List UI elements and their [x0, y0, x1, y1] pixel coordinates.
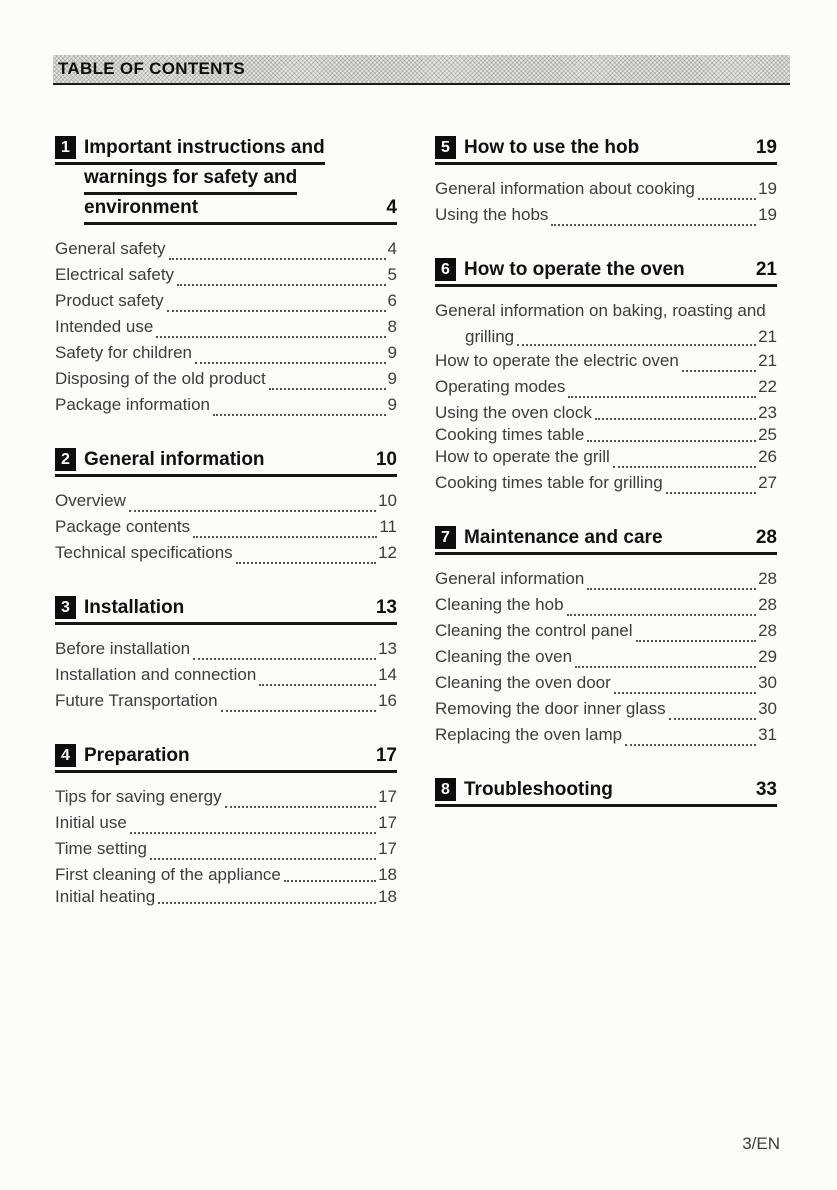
toc-entry: [55, 395, 397, 421]
toc-entry-label: grilling: [465, 327, 515, 346]
toc-entry: [435, 673, 777, 699]
dot-leader: [177, 284, 385, 286]
toc-entry-page: 4: [387, 239, 397, 258]
toc-entry: [435, 595, 777, 621]
toc-entry-wrapped-line-2: [435, 327, 777, 351]
section-1-entries: [55, 239, 397, 421]
toc-entry-label: Product safety: [55, 291, 164, 310]
toc-entry-page: 19: [758, 179, 777, 198]
toc-entry-page: 28: [758, 569, 777, 588]
section-7-heading: [435, 526, 777, 555]
toc-entry-label: Using the hobs: [435, 205, 549, 224]
section-5-entries: [435, 179, 777, 231]
toc-entry-page: 22: [758, 377, 777, 396]
dot-leader: [167, 310, 386, 312]
toc-entry: [435, 425, 777, 447]
section-1-heading: [55, 136, 397, 225]
section-page-number: 10: [375, 449, 397, 470]
toc-entry-page: 18: [378, 887, 397, 906]
section-number-badge: 1: [55, 136, 76, 159]
toc-entry-page: 10: [378, 491, 397, 510]
toc-entry-page: 21: [758, 327, 777, 346]
dot-leader: [150, 858, 376, 860]
dot-leader: [195, 362, 386, 364]
toc-entry-page: 6: [387, 291, 397, 310]
dot-leader: [666, 492, 756, 494]
section-number-badge: 2: [55, 448, 76, 471]
toc-entry: [435, 179, 777, 205]
dot-leader: [568, 396, 756, 398]
dot-leader: [193, 658, 376, 660]
toc-entry-page: 29: [758, 647, 777, 666]
dot-leader: [225, 806, 376, 808]
toc-entry-label: How to operate the grill: [435, 447, 610, 466]
section-title: How to use the hob: [464, 137, 640, 158]
section-page-number: 21: [755, 259, 777, 280]
section-number-badge: 6: [435, 258, 456, 281]
section-title: Preparation: [84, 745, 190, 766]
section-page-number: 4: [386, 197, 397, 218]
toc-entry-page: 11: [379, 517, 397, 536]
section-3-heading: [55, 596, 397, 625]
dot-leader: [158, 902, 376, 904]
toc-section-5: [435, 136, 777, 231]
section-page-number: 13: [375, 597, 397, 618]
toc-entry-label: Tips for saving energy: [55, 787, 222, 806]
toc-entry-page: 19: [758, 205, 777, 224]
toc-entry-page: 13: [378, 639, 397, 658]
section-title: Troubleshooting: [464, 779, 613, 800]
toc-entry: [435, 699, 777, 725]
toc-entry: [55, 491, 397, 517]
toc-entry: [55, 543, 397, 569]
toc-entry-label: Cleaning the control panel: [435, 621, 633, 640]
dot-leader: [213, 414, 386, 416]
toc-entry-label: General information about cooking: [435, 179, 695, 198]
dot-leader: [130, 832, 376, 834]
toc-entry-label: Cooking times table for grilling: [435, 473, 663, 492]
toc-section-3: [55, 596, 397, 717]
page-title: TABLE OF CONTENTS: [58, 59, 246, 78]
toc-section-2: [55, 448, 397, 569]
dot-leader: [284, 880, 376, 882]
toc-section-8: [435, 778, 777, 807]
toc-entry: [435, 377, 777, 403]
toc-entry-page: 21: [758, 351, 777, 370]
toc-entry-page: 8: [387, 317, 397, 336]
dot-leader: [517, 344, 756, 346]
section-page-number: 17: [375, 745, 397, 766]
toc-entry: [435, 205, 777, 231]
toc-entry-label: Cleaning the oven: [435, 647, 573, 666]
dot-leader: [669, 718, 757, 720]
toc-entry-label: Before installation: [55, 639, 191, 658]
toc-entry-wrapped-line-1: [435, 301, 777, 327]
toc-entry-label: Intended use: [55, 317, 154, 336]
dot-leader: [129, 510, 376, 512]
toc-section-6: [435, 258, 777, 499]
section-4-heading: [55, 744, 397, 773]
toc-entry-page: 27: [758, 473, 777, 492]
toc-entry-label: Using the oven clock: [435, 403, 592, 422]
section-3-entries: [55, 639, 397, 717]
section-title: Installation: [84, 597, 185, 618]
dot-leader: [625, 744, 756, 746]
dot-leader: [156, 336, 385, 338]
toc-entry-page: 9: [387, 369, 397, 388]
toc-entry-page: 17: [378, 839, 397, 858]
toc-entry: [435, 569, 777, 595]
toc-entry-label: Cleaning the hob: [435, 595, 564, 614]
toc-entry: [55, 369, 397, 395]
toc-entry-label: Package contents: [55, 517, 191, 536]
toc-entry: [435, 473, 777, 499]
toc-entry-label: Electrical safety: [55, 265, 175, 284]
dot-leader: [682, 370, 756, 372]
toc-entry-label: Overview: [55, 491, 126, 510]
toc-entry: [435, 403, 777, 425]
section-2-heading: [55, 448, 397, 477]
section-title: warnings for safety and: [84, 167, 298, 188]
toc-entry: [55, 691, 397, 717]
toc-entry-label: Future Transportation: [55, 691, 218, 710]
toc-entry: [435, 351, 777, 377]
dot-leader: [259, 684, 376, 686]
toc-entry-page: 5: [387, 265, 397, 284]
toc-entry-label: Cleaning the oven door: [435, 673, 611, 692]
dot-leader: [193, 536, 377, 538]
toc-entry-page: 12: [378, 543, 397, 562]
page-footer-label: 3/EN: [742, 1134, 780, 1153]
toc-entry-label: First cleaning of the appliance: [55, 865, 281, 884]
toc-entry: [435, 725, 777, 751]
section-title: Maintenance and care: [464, 527, 663, 548]
section-page-number: 33: [755, 779, 777, 800]
toc-entry: [55, 343, 397, 369]
toc-entry: [55, 887, 397, 909]
dot-leader: [614, 692, 756, 694]
section-number-badge: 8: [435, 778, 456, 801]
toc-entry-label: Package information: [55, 395, 210, 414]
toc-entry: [55, 865, 397, 887]
toc-entry-page: 9: [387, 395, 397, 414]
toc-entry: [55, 291, 397, 317]
toc-entry-label: General information on baking, roasting and: [435, 301, 766, 320]
toc-entry-label: Replacing the oven lamp: [435, 725, 623, 744]
section-2-entries: [55, 491, 397, 569]
toc-entry-page: 16: [378, 691, 397, 710]
toc-entry-label: General safety: [55, 239, 166, 258]
dot-leader: [551, 224, 756, 226]
toc-entry: [55, 813, 397, 839]
dot-leader: [236, 562, 376, 564]
section-8-heading: [435, 778, 777, 807]
dot-leader: [575, 666, 756, 668]
toc-entry-page: 30: [758, 699, 777, 718]
section-title: General information: [84, 449, 265, 470]
toc-entry-label: How to operate the electric oven: [435, 351, 679, 370]
toc-entry-label: General information: [435, 569, 585, 588]
toc-entry-label: Initial heating: [55, 887, 156, 906]
toc-entry-page: 17: [378, 813, 397, 832]
toc-entry-page: 26: [758, 447, 777, 466]
section-number-badge: 4: [55, 744, 76, 767]
section-number-badge: 7: [435, 526, 456, 549]
toc-entry-page: 25: [758, 425, 777, 444]
dot-leader: [221, 710, 377, 712]
toc-entry-label: Operating modes: [435, 377, 566, 396]
toc-section-4: [55, 744, 397, 909]
dot-leader: [613, 466, 756, 468]
section-1-heading-line-2: [84, 166, 297, 195]
section-page-number: 28: [755, 527, 777, 548]
dot-leader: [587, 588, 756, 590]
toc-entry: [55, 787, 397, 813]
toc-entry-page: 30: [758, 673, 777, 692]
toc-entry: [55, 265, 397, 291]
page-header-bar: [53, 55, 790, 85]
section-page-number: 19: [755, 137, 777, 158]
section-6-entries: [435, 301, 777, 499]
section-1-heading-line-3: [84, 196, 397, 225]
toc-entry-label: Cooking times table: [435, 425, 585, 444]
section-1-heading-line-1: [55, 136, 325, 165]
section-5-heading: [435, 136, 777, 165]
toc-entry: [55, 665, 397, 691]
toc-entry-page: 23: [758, 403, 777, 422]
section-4-entries: [55, 787, 397, 909]
toc-right-column: [435, 136, 777, 909]
toc-entry: [55, 839, 397, 865]
toc-entry: [55, 517, 397, 543]
toc-entry-label: Disposing of the old product: [55, 369, 266, 388]
toc-entry-label: Safety for children: [55, 343, 193, 362]
toc-entry-label: Removing the door inner glass: [435, 699, 666, 718]
toc-section-7: [435, 526, 777, 751]
section-number-badge: 3: [55, 596, 76, 619]
toc-entry-label: Technical specifications: [55, 543, 233, 562]
section-title: environment: [84, 197, 199, 218]
toc-entry-page: 18: [378, 865, 397, 884]
toc-entry: [55, 639, 397, 665]
dot-leader: [269, 388, 386, 390]
toc-entry: [435, 647, 777, 673]
toc-entry-label: Installation and connection: [55, 665, 257, 684]
dot-leader: [636, 640, 757, 642]
toc-entry-page: 9: [387, 343, 397, 362]
dot-leader: [587, 440, 756, 442]
toc-entry-page: 17: [378, 787, 397, 806]
toc-entry: [435, 447, 777, 473]
toc-entry-page: 28: [758, 595, 777, 614]
section-title: Important instructions and: [84, 137, 325, 158]
dot-leader: [595, 418, 756, 420]
toc-section-1: [55, 136, 397, 421]
toc-entry-page: 28: [758, 621, 777, 640]
dot-leader: [567, 614, 757, 616]
toc-entry-label: Initial use: [55, 813, 127, 832]
toc-entry: [55, 239, 397, 265]
toc-entry-page: 31: [758, 725, 777, 744]
toc-entry-page: 14: [378, 665, 397, 684]
dot-leader: [169, 258, 386, 260]
toc-entry: [55, 317, 397, 343]
section-6-heading: [435, 258, 777, 287]
toc-columns: [55, 136, 777, 909]
toc-entry-label: Time setting: [55, 839, 147, 858]
dot-leader: [698, 198, 756, 200]
section-number-badge: 5: [435, 136, 456, 159]
section-7-entries: [435, 569, 777, 751]
toc-left-column: [55, 136, 397, 909]
section-title: How to operate the oven: [464, 259, 685, 280]
toc-entry: [435, 621, 777, 647]
